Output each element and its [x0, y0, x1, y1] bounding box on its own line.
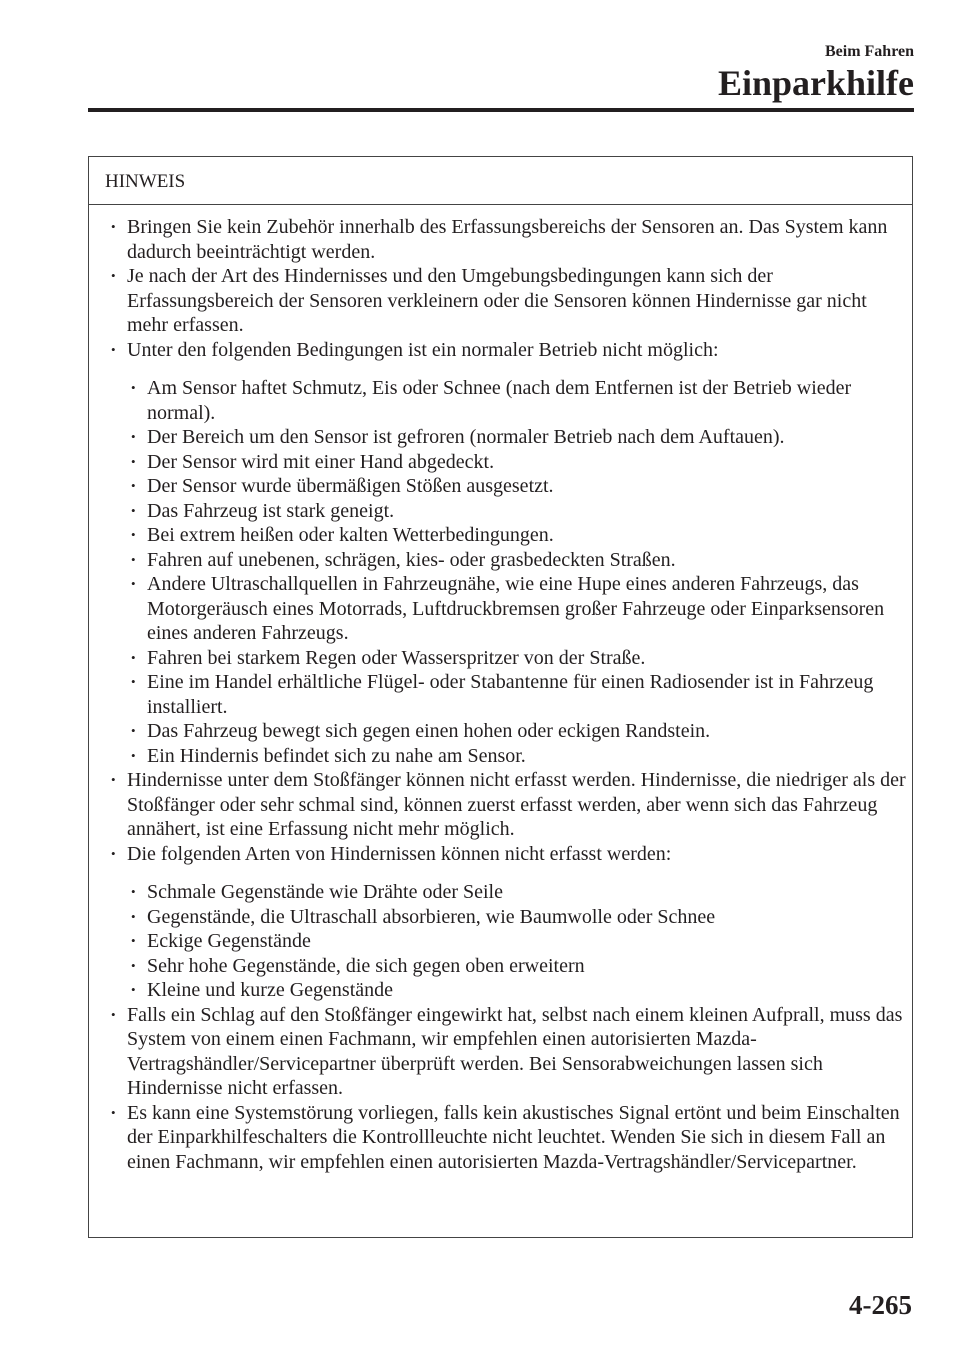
note-item: • Falls ein Schlag auf den Stoßfänger eingewirkt hat, selbst nach einem kleinen Aufprall, muss das System von einem einen Fachmann, wir empfehlen einen autorisierten Mazda-Vertragshändler/Servicepartner überprüft werden. Bei Sensorabweichungen lassen sich Hindernisse nicht erfassen. [105, 1003, 908, 1101]
note-item: • Bringen Sie kein Zubehör innerhalb des Erfassungsbereichs der Sensoren an. Das System kann dadurch beeinträchtigt werden. [105, 215, 908, 264]
note-body [89, 205, 912, 1174]
undetectable-item: • Kleine und kurze Gegenstände [105, 978, 908, 1003]
condition-item: • Am Sensor haftet Schmutz, Eis oder Schnee (nach dem Entfernen ist der Betrieb wieder normal). [105, 376, 908, 425]
condition-item: • Fahren bei starkem Regen oder Wasserspritzer von der Straße. [105, 646, 908, 671]
note-title: HINWEIS [89, 157, 912, 205]
undetectable-item: • Schmale Gegenstände wie Drähte oder Seile [105, 880, 908, 905]
condition-item: • Der Bereich um den Sensor ist gefroren (normaler Betrieb nach dem Auftauen). [105, 425, 908, 450]
chapter-title: Einparkhilfe [717, 63, 914, 103]
note-item: • Die folgenden Arten von Hindernissen können nicht erfasst werden: [105, 842, 908, 867]
page-header [718, 42, 914, 104]
section-title: Beim Fahren [824, 43, 914, 60]
condition-item: • Das Fahrzeug bewegt sich gegen einen hohen oder eckigen Randstein. [105, 719, 908, 744]
undetectable-item: • Sehr hohe Gegenstände, die sich gegen oben erweitern [105, 954, 908, 979]
condition-item: • Fahren auf unebenen, schrägen, kies- oder grasbedeckten Straßen. [105, 548, 908, 573]
condition-item: • Der Sensor wurde übermäßigen Stößen ausgesetzt. [105, 474, 908, 499]
note-item: • Unter den folgenden Bedingungen ist ein normaler Betrieb nicht möglich: [105, 338, 908, 363]
undetectable-item: • Gegenstände, die Ultraschall absorbieren, wie Baumwolle oder Schnee [105, 905, 908, 930]
condition-item: • Das Fahrzeug ist stark geneigt. [105, 499, 908, 524]
condition-item: • Der Sensor wird mit einer Hand abgedeckt. [105, 450, 908, 475]
note-item: • Hindernisse unter dem Stoßfänger können nicht erfasst werden. Hindernisse, die niedriger als der Stoßfänger oder sehr schmal sind, können zuerst erfasst werden, aber wenn sich das Fahrzeug annähert, ist eine Erfassung nicht mehr möglich. [105, 768, 908, 842]
condition-item: • Eine im Handel erhältliche Flügel- oder Stabantenne für einen Radiosender ist in Fahrzeug installiert. [105, 670, 908, 719]
undetectable-item: • Eckige Gegenstände [105, 929, 908, 954]
condition-item: • Andere Ultraschallquellen in Fahrzeugnähe, wie eine Hupe eines anderen Fahrzeugs, das Motorgeräusch eines Motorrads, Luftdruckbremsen großer Fahrzeuge oder Einparksensoren eines anderen Fahrzeugs. [105, 572, 908, 646]
page-number: 4-265 [849, 1290, 912, 1320]
condition-item: • Ein Hindernis befindet sich zu nahe am Sensor. [105, 744, 908, 769]
condition-item: • Bei extrem heißen oder kalten Wetterbedingungen. [105, 523, 908, 548]
note-box [88, 156, 913, 1238]
note-item: • Je nach der Art des Hindernisses und den Umgebungsbedingungen kann sich der Erfassungsbereich der Sensoren verkleinern oder die Sensoren können Hindernisse gar nicht mehr erfassen. [105, 264, 908, 338]
header-rule [88, 108, 914, 112]
note-item: • Es kann eine Systemstörung vorliegen, falls kein akustisches Signal ertönt und beim Einschalten der Einparkhilfeschalters die Kontrollleuchte nicht leuchtet. Wenden Sie sich in diesem Fall an einen Fachmann, wir empfehlen einen autorisierten Mazda-Vertragshändler/Servicepartner. [105, 1101, 908, 1175]
